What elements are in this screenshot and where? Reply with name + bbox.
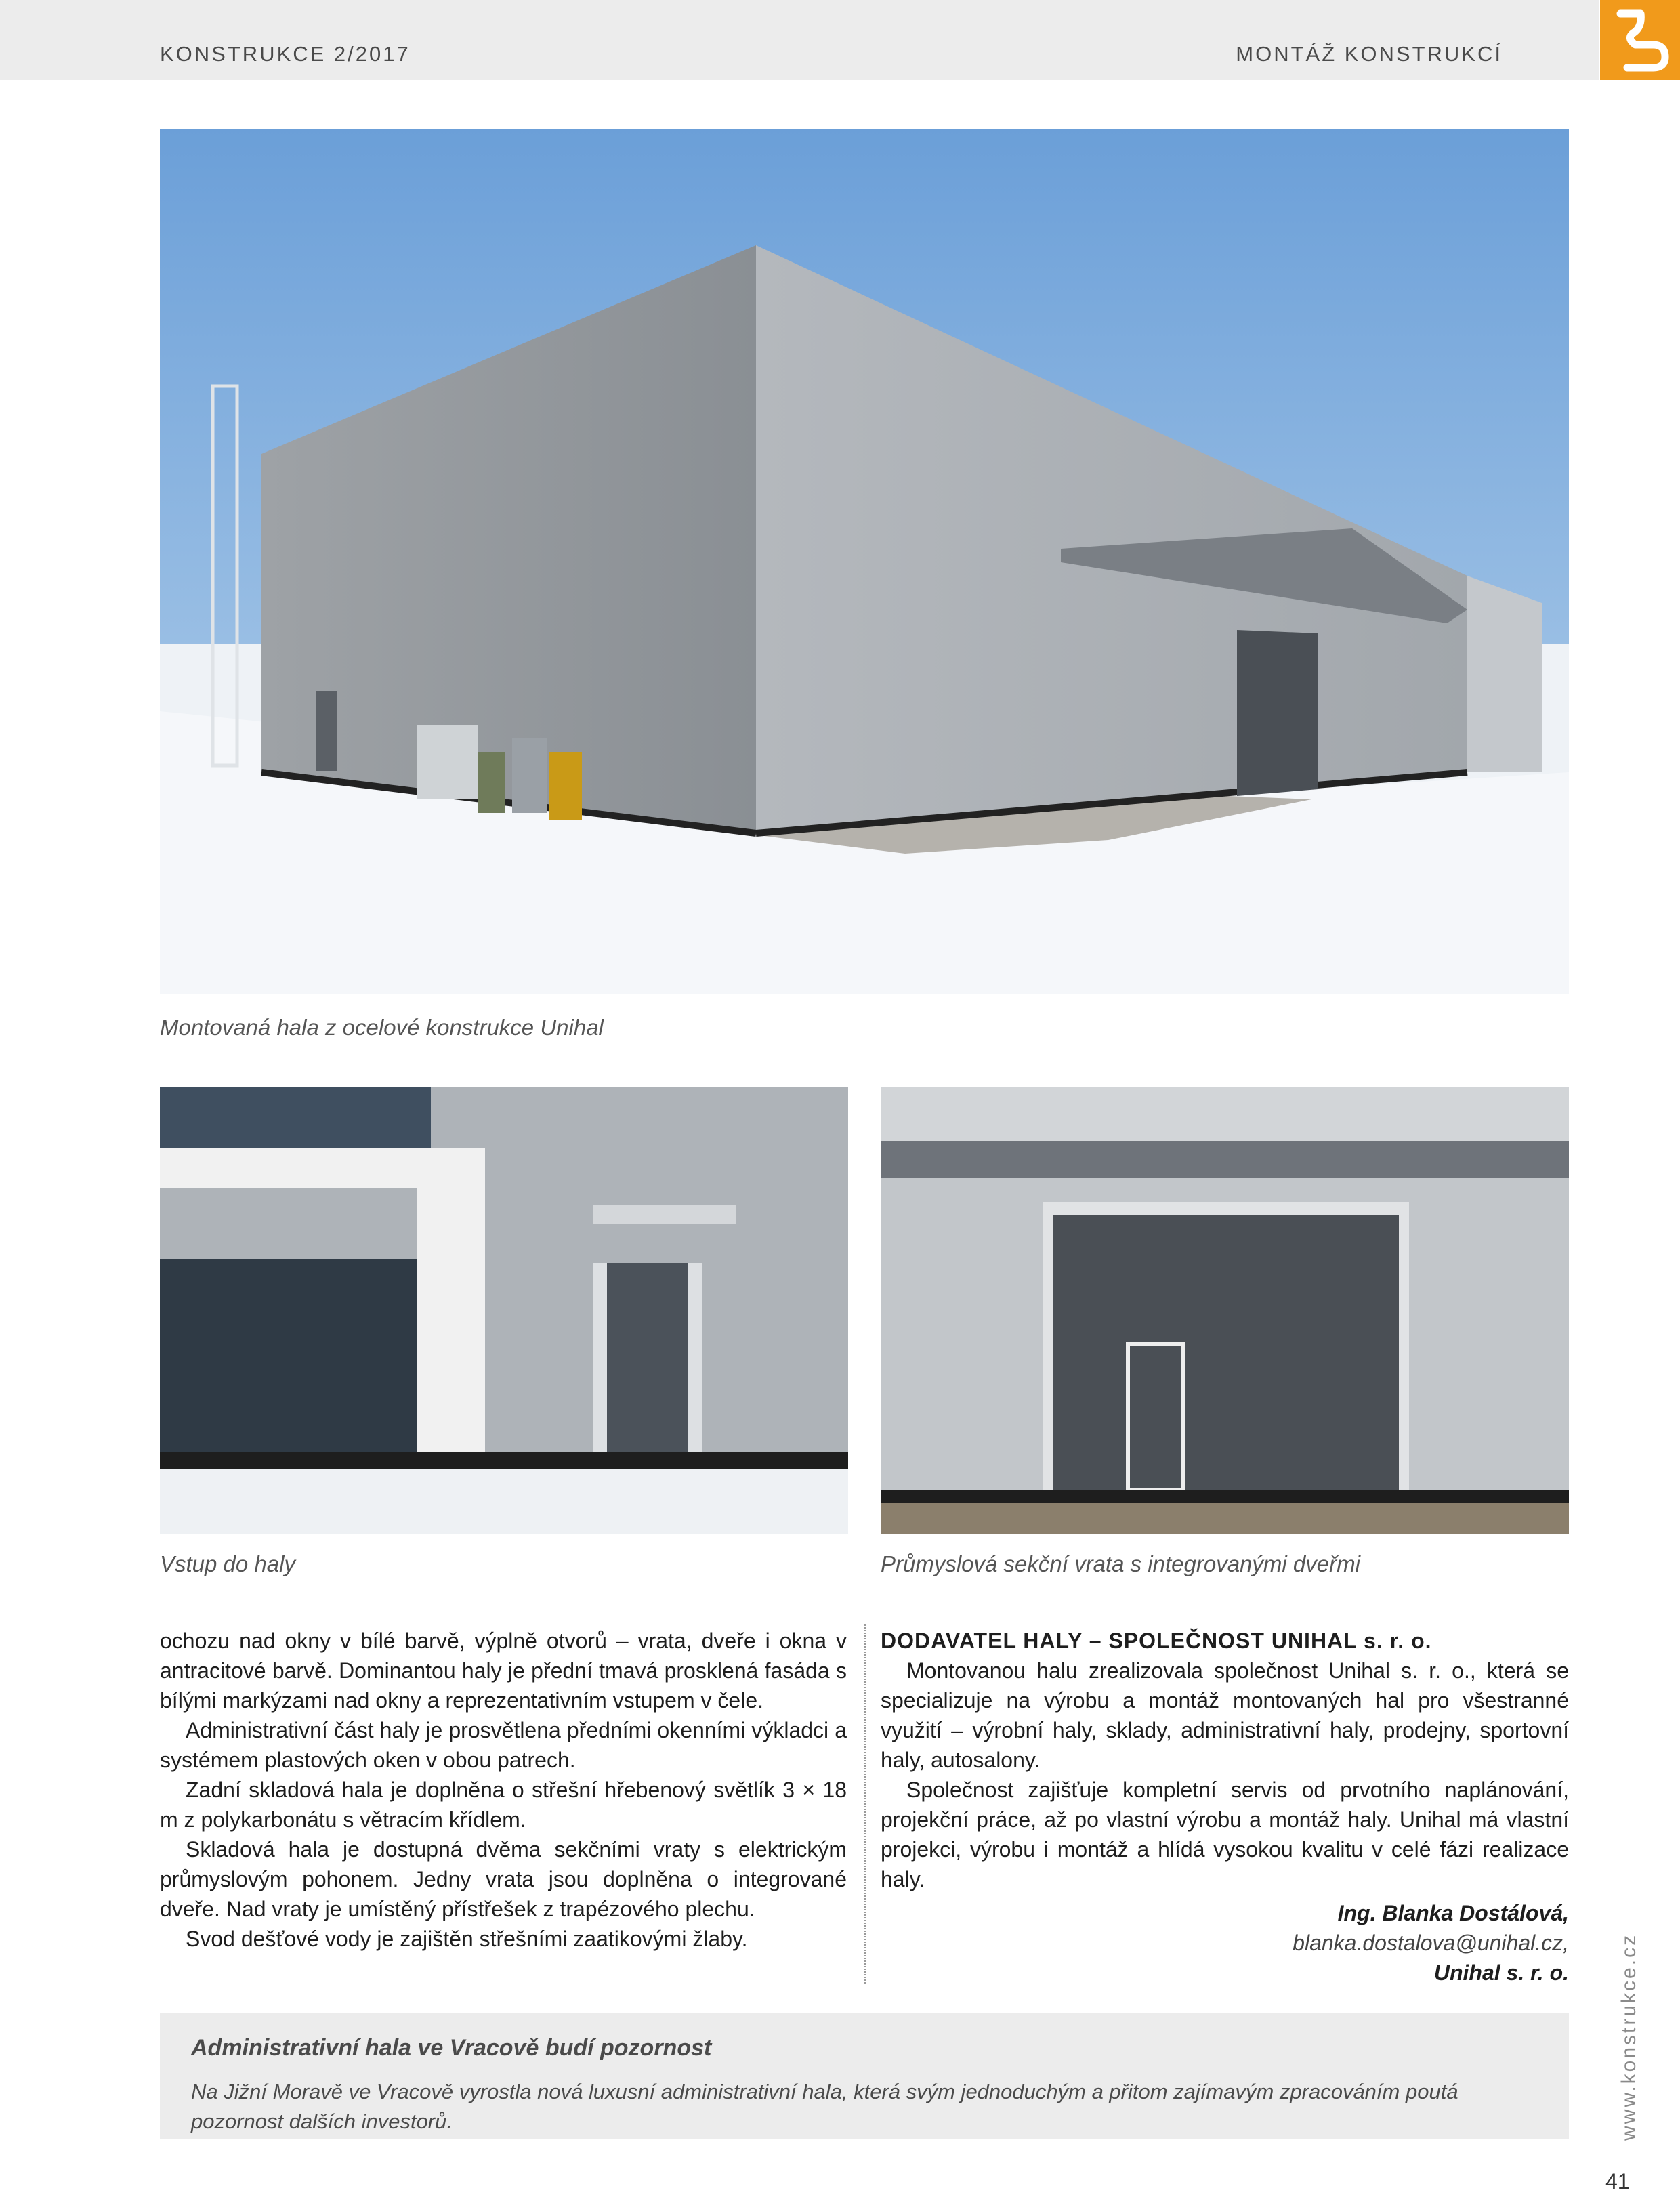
side-url-text: www.konstrukce.cz — [1618, 1933, 1640, 2141]
paragraph: ochozu nad okny v bílé barvě, výplně otvorů – vrata, dveře i okna v antracitové barvě. Dominantou haly je přední tmavá prosklená fasáda s bílými markýzami nad okny a reprezentativním vstupem v čele. — [160, 1629, 847, 1713]
teaser-text: Na Jižní Moravě ve Vracově vyrostla nová luxusní administrativní hala, která svým jednoduchým a přitom zajímavým zpracováním poutá pozornost dalších investorů. — [191, 2080, 1458, 2133]
paragraph: Společnost zajišťuje kompletní servis od prvotního naplánování, projekční práce, až po vlastní výrobu a montáž haly. Unihal má vlastní projekci, výrobu i montáž a hlídá vysokou kvalitu v celé fázi realizace haly. — [881, 1778, 1569, 1891]
gate-photo — [881, 1087, 1569, 1534]
page-number: 41 — [1605, 2169, 1630, 2194]
main-photo-caption: Montovaná hala z ocelové konstrukce Unihal — [160, 1015, 604, 1040]
logo-icon — [1600, 0, 1680, 80]
paragraph: Administrativní část haly je prosvětlena předními okenními výkladci a systémem plastových oken v obou patrech. — [160, 1718, 847, 1772]
paragraph: Svod dešťové vody je zajištěn střešními zaatikovými žlaby. — [186, 1927, 748, 1951]
author-company: Unihal s. r. o. — [1433, 1960, 1569, 1985]
section-title: MONTÁŽ KONSTRUKCÍ — [1236, 42, 1503, 66]
paragraph: Montovanou halu zrealizovala společnost Unihal s. r. o., která se specializuje na výrobu a montáž montovaných hal pro všestranné využití – výrobní haly, sklady, administrativní haly, prodejny, sportovní haly, autosalony. — [881, 1658, 1569, 1772]
author-name: Ing. Blanka Dostálová, — [1337, 1901, 1569, 1925]
page-header — [0, 0, 1599, 80]
entrance-photo — [160, 1087, 848, 1534]
right-text-column — [881, 1626, 1569, 1988]
author-email: blanka.dostalova@unihal.cz, — [1293, 1931, 1569, 1955]
side-url — [1611, 1933, 1652, 2141]
paragraph: Zadní skladová hala je doplněna o střešní hřebenový světlík 3 × 18 m z polykarbonátu s větracím křídlem. — [160, 1778, 847, 1832]
gate-photo-caption: Průmyslová sekční vrata s integrovanými dveřmi — [881, 1551, 1360, 1576]
teaser-box — [160, 2013, 1569, 2139]
author-signature — [881, 1898, 1569, 1988]
left-text-column — [160, 1626, 847, 1954]
teaser-title: Administrativní hala ve Vracově budí pozornost — [191, 2035, 712, 2061]
magazine-logo — [1600, 0, 1680, 80]
column-divider — [864, 1624, 866, 1984]
magazine-issue: KONSTRUKCE 2/2017 — [160, 42, 411, 66]
main-photo — [160, 129, 1569, 994]
section-heading: DODAVATEL HALY – SPOLEČNOST UNIHAL s. r. o. — [881, 1629, 1432, 1653]
entrance-photo-caption: Vstup do haly — [160, 1551, 295, 1576]
paragraph: Skladová hala je dostupná dvěma sekčními vraty s elektrickým průmyslovým pohonem. Jedny vrata jsou doplněna o integrované dveře. Nad vraty je umístěný přístřešek z trapézového plechu. — [160, 1837, 847, 1921]
